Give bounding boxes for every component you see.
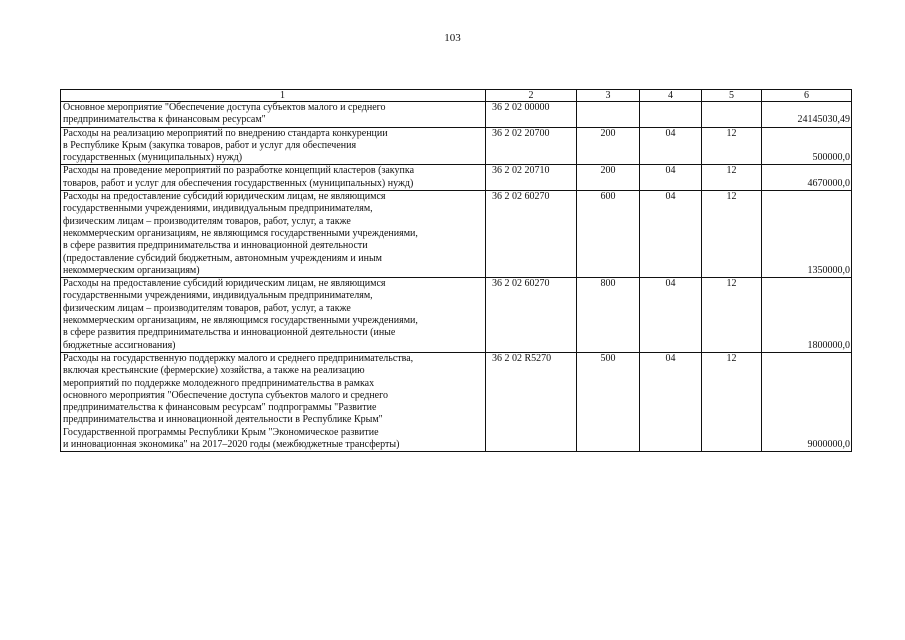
budget-code-cell: 36 2 02 60270	[486, 278, 577, 353]
expense-name-line: товаров, работ и услуг для обеспечения государственных (муниципальных) нужд)	[63, 177, 414, 189]
expense-type-cell: 200	[577, 165, 640, 191]
subsection-cell	[702, 102, 762, 128]
table-header-row	[61, 90, 852, 102]
expense-name-line: и инновационная экономика" на 2017–2020 годы (межбюджетные трансферты)	[63, 439, 400, 451]
expense-name-line: предпринимательства к финансовым ресурсам"	[63, 114, 266, 126]
budget-table	[60, 89, 852, 452]
budget-code-cell: 36 2 02 20710	[486, 165, 577, 191]
table-row	[61, 127, 852, 165]
table-row	[61, 102, 852, 128]
table-row	[61, 278, 852, 353]
section-cell: 04	[640, 127, 702, 165]
expense-name-line: физическим лицам – производителям товаров, работ, услуг, а также	[63, 302, 351, 314]
expense-name-line: мероприятий по поддержке молодежного предпринимательства в рамках	[63, 377, 375, 389]
expense-name-cell	[61, 191, 486, 278]
section-cell	[640, 102, 702, 128]
amount-cell: 1800000,0	[762, 278, 852, 353]
budget-code-cell: 36 2 02 60270	[486, 191, 577, 278]
subsection-cell: 12	[702, 165, 762, 191]
expense-name-line: Государственной программы Республики Крым "Экономическое развитие	[63, 426, 379, 438]
expense-type-cell: 200	[577, 127, 640, 165]
expense-name-line: Основное мероприятие "Обеспечение доступа субъектов малого и среднего	[63, 102, 386, 113]
column-header-4: 4	[640, 90, 702, 102]
subsection-cell: 12	[702, 278, 762, 353]
budget-code-cell: 36 2 02 00000	[486, 102, 577, 128]
amount-cell: 4670000,0	[762, 165, 852, 191]
table-row	[61, 191, 852, 278]
expense-name-line: основного мероприятия "Обеспечение доступа субъектов малого и среднего	[63, 389, 388, 401]
table-body	[61, 102, 852, 452]
expense-name-line: включая крестьянские (фермерские) хозяйства, а также на реализацию	[63, 365, 365, 377]
expense-name-line: Расходы на предоставление субсидий юридическим лицам, не являющимся	[63, 278, 386, 290]
expense-type-cell	[577, 102, 640, 128]
section-cell: 04	[640, 191, 702, 278]
expense-name-line: Расходы на реализацию мероприятий по внедрению стандарта конкуренции	[63, 127, 388, 139]
amount-cell: 1350000,0	[762, 191, 852, 278]
amount-cell: 24145030,49	[762, 102, 852, 128]
expense-name-line: физическим лицам – производителям товаров, работ, услуг, а также	[63, 215, 351, 227]
column-header-2: 2	[486, 90, 577, 102]
expense-name-line: предпринимательства и инновационной деятельности в Республике Крым"	[63, 414, 383, 426]
column-header-5: 5	[702, 90, 762, 102]
subsection-cell: 12	[702, 191, 762, 278]
column-header-3: 3	[577, 90, 640, 102]
amount-cell: 500000,0	[762, 127, 852, 165]
expense-name-cell	[61, 278, 486, 353]
table-row	[61, 352, 852, 451]
expense-name-line: некоммерческим организациям, не являющимся государственными учреждениями,	[63, 227, 418, 239]
expense-name-cell	[61, 165, 486, 191]
expense-name-line: бюджетные ассигнования)	[63, 339, 176, 351]
expense-name-line: Расходы на проведение мероприятий по разработке концепций кластеров (закупка	[63, 165, 415, 177]
expense-name-line: (предоставление субсидий бюджетным, автономным учреждениям и иным	[63, 252, 382, 264]
amount-cell: 9000000,0	[762, 352, 852, 451]
expense-name-line: государственными учреждениями, индивидуальным предпринимателям,	[63, 203, 373, 215]
expense-name-line: предпринимательства к финансовым ресурсам" подпрограммы "Развитие	[63, 402, 377, 414]
section-cell: 04	[640, 278, 702, 353]
expense-name-cell	[61, 102, 486, 128]
expense-type-cell: 800	[577, 278, 640, 353]
expense-name-line: в Республике Крым (закупка товаров, работ и услуг для обеспечения	[63, 139, 357, 151]
subsection-cell: 12	[702, 127, 762, 165]
expense-name-cell	[61, 127, 486, 165]
column-header-6: 6	[762, 90, 852, 102]
expense-name-line: государственных (муниципальных) нужд)	[63, 152, 243, 164]
section-cell: 04	[640, 352, 702, 451]
page-number: 103	[444, 32, 461, 44]
column-header-1: 1	[61, 90, 486, 102]
expense-name-line: некоммерческим организациям)	[63, 264, 200, 276]
section-cell: 04	[640, 165, 702, 191]
expense-type-cell: 500	[577, 352, 640, 451]
expense-name-line: государственными учреждениями, индивидуальным предпринимателям,	[63, 290, 373, 302]
expense-type-cell: 600	[577, 191, 640, 278]
expense-name-line: Расходы на предоставление субсидий юридическим лицам, не являющимся	[63, 191, 386, 203]
expense-name-line: в сфере развития предпринимательства и инновационной деятельности	[63, 240, 368, 252]
subsection-cell: 12	[702, 352, 762, 451]
budget-code-cell: 36 2 02 20700	[486, 127, 577, 165]
budget-code-cell: 36 2 02 R5270	[486, 352, 577, 451]
expense-name-line: Расходы на государственную поддержку малого и среднего предпринимательства,	[63, 352, 414, 364]
expense-name-line: некоммерческим организациям, не являющимся государственными учреждениями,	[63, 315, 418, 327]
expense-name-cell	[61, 352, 486, 451]
expense-name-line: в сфере развития предпринимательства и инновационной деятельности (иные	[63, 327, 396, 339]
table-row	[61, 165, 852, 191]
